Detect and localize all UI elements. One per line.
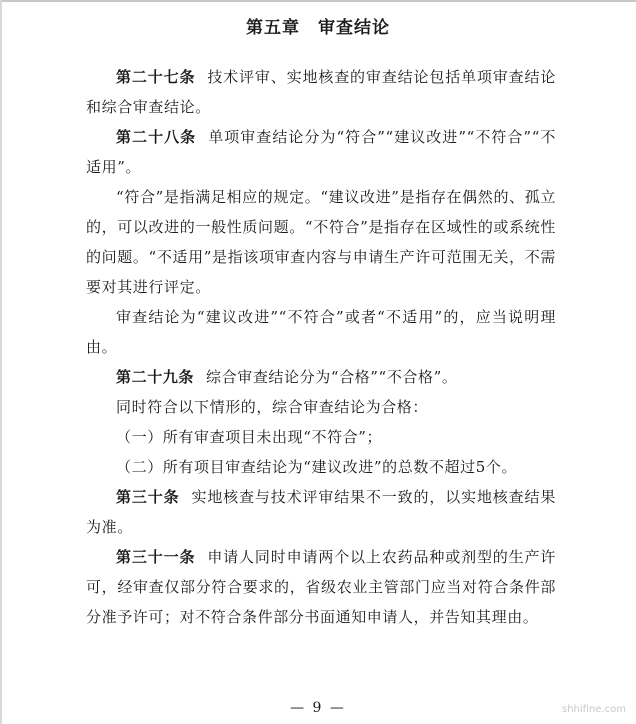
paragraph-text: 技术评审、实地核查的审查结论包括单项审查结论和综合审查结论。	[86, 68, 556, 116]
paragraph-conditions-intro	[86, 392, 556, 422]
paragraph-article-28	[86, 122, 556, 182]
paragraph-text: 综合审查结论分为“合格”“不合格”。	[206, 368, 458, 386]
article-number: 第三十条	[116, 488, 180, 506]
paragraph-definitions	[86, 182, 556, 302]
list-item-condition-1	[86, 422, 556, 452]
paragraph-text: 申请人同时申请两个以上农药品种或剂型的生产许可，经审查仅部分符合要求的，省级农业主管部门应当对符合条件部分准予许可；对不符合条件部分书面通知申请人，并告知其理由。	[86, 548, 556, 626]
paragraph-text: 同时符合以下情形的，综合审查结论为合格：	[116, 398, 429, 416]
page-number: — 9 —	[290, 700, 346, 716]
paragraph-text: 单项审查结论分为“符合”“建议改进”“不符合”“不适用”。	[86, 128, 556, 176]
scan-edge-top	[0, 0, 636, 2]
paragraph-reasons	[86, 302, 556, 362]
article-number: 第二十八条	[116, 128, 197, 146]
paragraph-text: （一）所有审查项目未出现“不符合”；	[116, 428, 383, 446]
paragraph-article-30	[86, 482, 556, 542]
list-item-condition-2	[86, 452, 556, 482]
paragraph-article-27	[86, 62, 556, 122]
scan-edge-left	[0, 0, 2, 724]
article-number: 第二十九条	[116, 368, 195, 386]
paragraph-article-29	[86, 362, 556, 392]
article-number: 第二十七条	[116, 68, 196, 86]
paragraph-text: 审查结论为“建议改进”“不符合”或者“不适用”的，应当说明理由。	[86, 308, 556, 356]
paragraph-text: （二）所有项目审查结论为“建议改进”的总数不超过5个。	[116, 458, 518, 476]
chapter-title: 第五章 审查结论	[246, 18, 390, 38]
paragraph-text: 实地核查与技术评审结果不一致的，以实地核查结果为准。	[86, 488, 556, 536]
article-number: 第三十一条	[116, 548, 196, 566]
paragraph-text: “符合”是指满足相应的规定。“建议改进”是指存在偶然的、孤立的，可以改进的一般性质问题。“不符合”是指存在区域性的或系统性的问题。“不适用”是指该项审查内容与申请生产许可范围无关，不需要对其进行评定。	[86, 188, 556, 296]
paragraph-article-31	[86, 542, 556, 632]
watermark: shhifine.com	[562, 704, 626, 715]
document-body	[86, 62, 556, 632]
